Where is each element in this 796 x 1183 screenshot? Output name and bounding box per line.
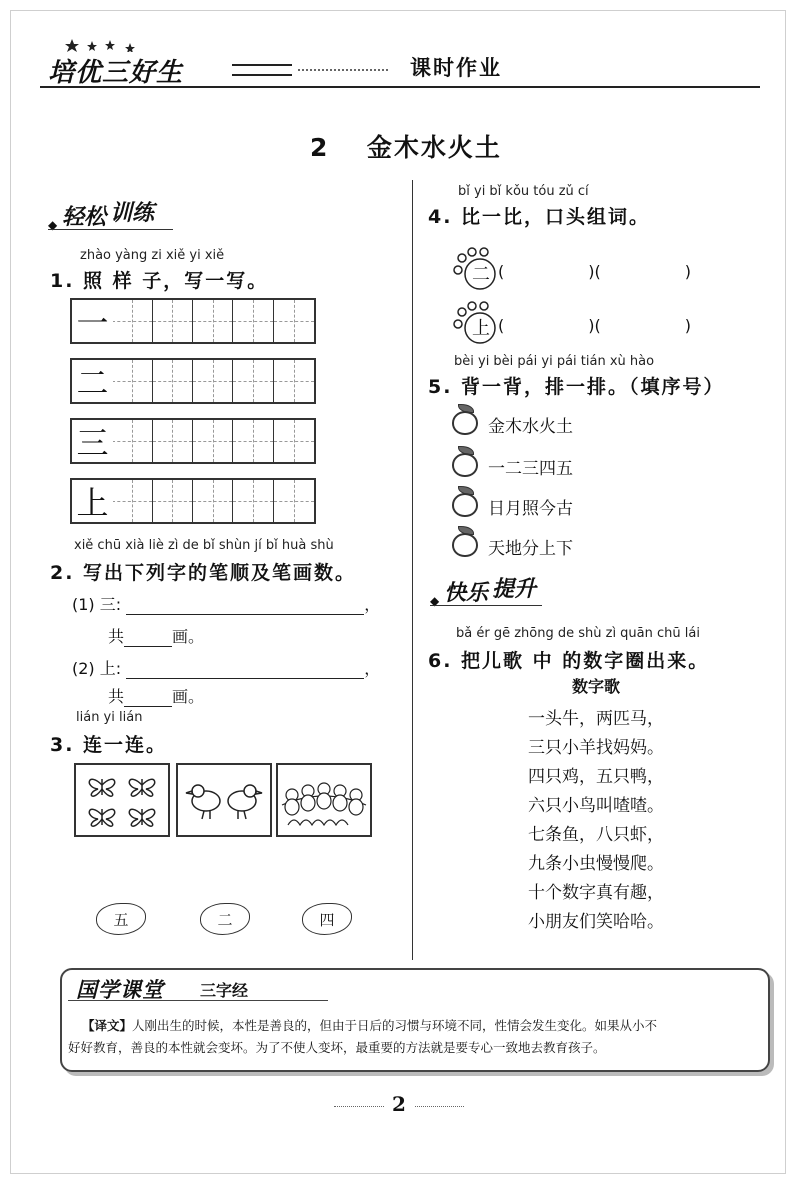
q1-grid-row[interactable] — [70, 358, 316, 404]
q5-option[interactable]: 日月照今古 — [450, 486, 630, 522]
poem-line[interactable]: 七条鱼，八只虾， — [528, 825, 664, 845]
page-number: 2 — [384, 1092, 414, 1120]
q5-pinyin: bèi yi bèi pái yi pái tián xù hào — [454, 354, 655, 369]
apple-icon[interactable] — [452, 533, 478, 557]
chicks-picture[interactable] — [276, 763, 372, 837]
header-double-rule — [232, 64, 292, 76]
section-label-improve: ◆ 快乐 提升 — [430, 572, 560, 608]
q1-model-char: 一 — [72, 300, 113, 342]
q1-text: 1. 照 样 子，写一写。 — [50, 270, 269, 292]
q5-option[interactable]: 金木水火土 — [450, 404, 630, 440]
poem-line[interactable]: 小朋友们笑哈哈。 — [528, 912, 664, 932]
diamond-icon: ◆ — [430, 594, 440, 608]
lesson-number: 2 — [310, 133, 328, 162]
q2-stroke-order-blank[interactable] — [126, 678, 364, 679]
stars-icon — [62, 38, 152, 52]
poem-line[interactable]: 十个数字真有趣， — [528, 883, 664, 903]
header-section: 课时作业 — [410, 56, 502, 80]
q4-pinyin: bǐ yi bǐ kǒu tóu zǔ cí — [458, 184, 589, 199]
classics-label: 国学课堂 — [76, 978, 164, 1002]
column-divider — [412, 180, 413, 960]
number-stone[interactable]: 二 — [200, 903, 250, 935]
apple-icon[interactable] — [452, 453, 478, 477]
butterflies-picture[interactable] — [74, 763, 170, 837]
bird-icon — [178, 765, 270, 835]
q3-text: 3. 连一连。 — [50, 734, 168, 756]
header-dotted-rule — [298, 69, 388, 71]
q5-option[interactable]: 一二三四五 — [450, 446, 630, 482]
lesson-title — [310, 128, 502, 164]
q2-text: 2. 写出下列字的笔顺及笔画数。 — [50, 562, 357, 584]
q4-answer-blanks[interactable]: ( )( ) — [498, 316, 691, 335]
apple-icon[interactable] — [452, 493, 478, 517]
q4-char: 二 — [472, 264, 490, 285]
q6-text: 6. 把儿歌 中 的数字圈出来。 — [428, 650, 710, 672]
q1-model-char: 上 — [72, 480, 113, 522]
apple-icon[interactable] — [452, 411, 478, 435]
poem-title: 数字歌 — [572, 677, 621, 696]
number-stone[interactable]: 五 — [96, 903, 146, 935]
q1-grid-row[interactable] — [70, 478, 316, 524]
poem-line[interactable]: 一头牛，两匹马， — [528, 709, 664, 729]
birds-picture[interactable] — [176, 763, 272, 837]
q4-row-1 — [450, 246, 710, 298]
q1-model-char: 三 — [72, 420, 113, 462]
header-rule — [40, 86, 760, 88]
classics-box — [60, 968, 770, 1072]
poem-line[interactable]: 六只小鸟叫喳喳。 — [528, 796, 664, 816]
q6-pinyin: bǎ ér gē zhōng de shù zì quān chū lái — [456, 626, 700, 641]
q5-option[interactable]: 天地分上下 — [450, 526, 630, 562]
header — [40, 38, 760, 88]
q1-model-char: 二 — [72, 360, 113, 402]
q4-answer-blanks[interactable]: ( )( ) — [498, 262, 691, 281]
poem-line[interactable]: 三只小羊找妈妈。 — [528, 738, 664, 758]
q2-item-1: (1) 三: ， — [72, 595, 381, 614]
section-label-practice: ◆ 轻松 训练 — [48, 196, 178, 232]
q4-char: 上 — [472, 318, 490, 339]
q2-count-blank[interactable] — [124, 706, 172, 707]
q2-count-blank[interactable] — [124, 646, 172, 647]
q2-pinyin: xiě chū xià liè zì de bǐ shùn jí bǐ huà shù — [74, 538, 334, 553]
q1-grid-row[interactable] — [70, 418, 316, 464]
classics-text-line: 【译文】人刚出生的时候，本性是善良的，但由于日后的习惯与环境不同，性情会发生变化。如果从小不 — [82, 1018, 658, 1033]
q4-row-2 — [450, 300, 710, 352]
chick-icon — [278, 765, 370, 835]
brand-logo: 培优三好生 — [48, 58, 184, 88]
q5-text: 5. 背一背，排一排。（填序号） — [428, 376, 725, 398]
number-stone[interactable]: 四 — [302, 903, 352, 935]
classics-text-line: 好好教育，善良的本性就会变坏。为了不使人变坏，最重要的方法就是要专心一致地去教育孩子。 — [68, 1040, 606, 1055]
poem-line[interactable]: 四只鸡，五只鸭， — [528, 767, 664, 787]
butterfly-icon — [76, 765, 168, 835]
poem-line[interactable]: 九条小虫慢慢爬。 — [528, 854, 664, 874]
q2-item-2: (2) 上: ， — [72, 659, 381, 678]
q2-total-1: 共 画。 — [108, 627, 205, 646]
q3-pinyin: lián yi lián — [76, 710, 143, 725]
q2-total-2: 共 画。 — [108, 687, 205, 706]
classics-subtitle: 三字经 — [200, 981, 249, 1000]
lesson-name: 金木水火土 — [366, 133, 502, 162]
diamond-icon: ◆ — [48, 218, 58, 232]
q1-pinyin: zhào yàng zi xiě yi xiě — [80, 248, 225, 263]
q2-stroke-order-blank[interactable] — [126, 614, 364, 615]
q4-text: 4. 比一比，口头组词。 — [428, 206, 651, 228]
q1-grid-row[interactable] — [70, 298, 316, 344]
